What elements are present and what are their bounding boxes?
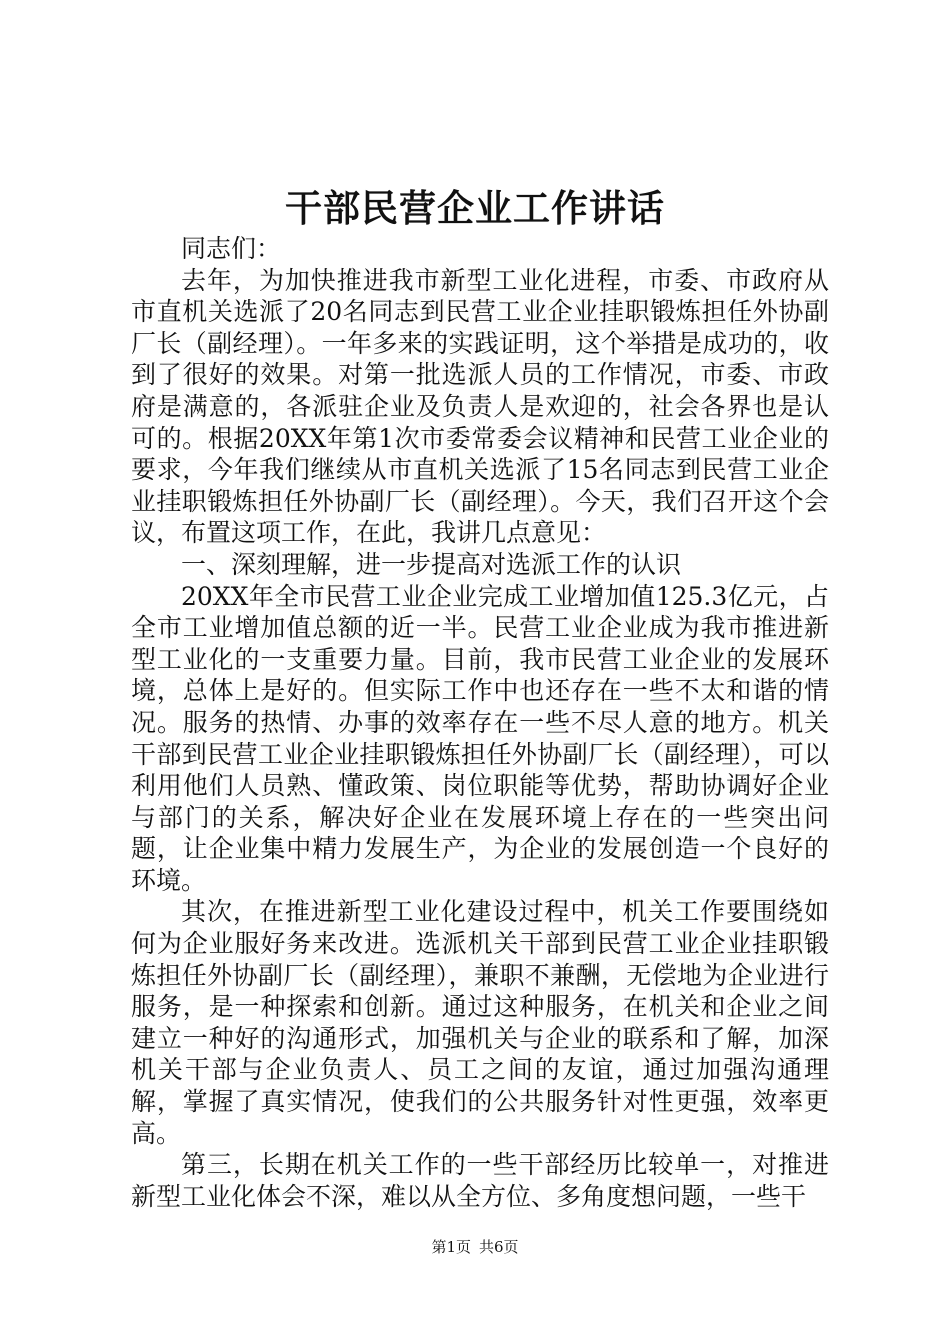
paragraph: 其次，在推进新型工业化建设过程中，机关工作要围绕如何为企业服好务来改进。选派机关干部到民营工业企业挂职锻炼担任外协副厂长（副经理），兼职不兼酬，无偿地为企业进行服务，是一种探索和创新。通过这种服务，在机关和企业之间建立一种好的沟通形式，加强机关与企业的联系和了解，加深机关干部与企业负责人、员工之间的友谊，通过加强沟通理解，掌握了真实情况，使我们的公共服务针对性更强，效率更高。: [131, 897, 829, 1148]
document-title: 干部民营企业工作讲话: [285, 186, 665, 230]
page-number: 第1页: [431, 1238, 471, 1256]
document-body: [131, 233, 829, 1212]
section-heading: 一、深刻理解，进一步提高对选派工作的认识: [181, 549, 682, 579]
page-footer: [0, 1237, 950, 1257]
paragraph: 20XX年全市民营工业企业完成工业增加值125.3亿元，占全市工业增加值总额的近一半。民营工业企业成为我市推进新型工业化的一支重要力量。目前，我市民营工业企业的发展环境，总体上是好的。但实际工作中也还存在一些不太和谐的情况。服务的热情、办事的效率存在一些不尽人意的地方。机关干部到民营工业企业挂职锻炼担任外协副厂长（副经理），可以利用他们人员熟、懂政策、岗位职能等优势，帮助协调好企业与部门的关系，解决好企业在发展环境上存在的一些突出问题，让企业集中精力发展生产，为企业的发展创造一个良好的环境。: [131, 581, 829, 895]
page-total: 共6页: [479, 1238, 519, 1256]
paragraph: 第三，长期在机关工作的一些干部经历比较单一，对推进新型工业化体会不深，难以从全方位、多角度想问题，一些干: [131, 1150, 829, 1211]
paragraph: 去年，为加快推进我市新型工业化进程，市委、市政府从市直机关选派了20名同志到民营工业企业挂职锻炼担任外协副厂长（副经理）。一年多来的实践证明，这个举措是成功的，收到了很好的效果。对第一批选派人员的工作情况，市委、市政府是满意的，各派驻企业及负责人是欢迎的，社会各界也是认可的。根据20XX年第1次市委常委会议精神和民营工业企业的要求，今年我们继续从市直机关选派了15名同志到民营工业企业挂职锻炼担任外协副厂长（副经理）。今天，我们召开这个会议，布置这项工作，在此，我讲几点意见：: [131, 265, 829, 548]
salutation: 同志们：: [181, 234, 282, 263]
